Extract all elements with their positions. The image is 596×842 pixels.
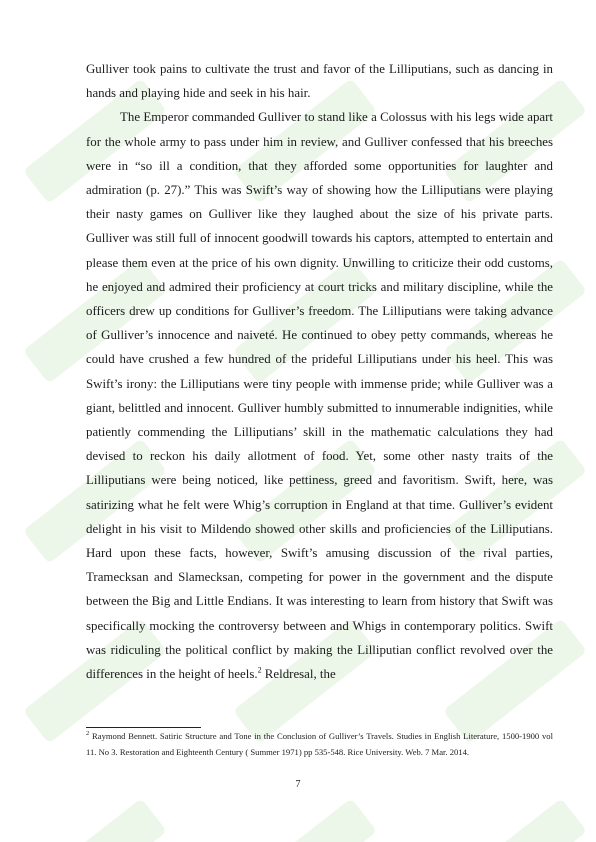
footnote-separator bbox=[86, 727, 201, 728]
watermark-mark bbox=[233, 798, 377, 842]
document-body bbox=[86, 57, 553, 686]
watermark-mark bbox=[443, 798, 587, 842]
paragraph-2 bbox=[86, 105, 553, 686]
paragraph-2-tail: Reldresal, the bbox=[261, 667, 336, 682]
page-number: 7 bbox=[295, 779, 301, 790]
footnote bbox=[86, 729, 553, 760]
footnote-text: Raymond Bennett. Satiric Structure and Tone in the Conclusion of Gulliver’s Travels. Studies in English Literature, 1500-1900 vol 11. No 3. Restoration and Eighteenth Century ( Summer 1971) pp 535-548. Rice University. Web. 7 Mar. 2014. bbox=[86, 731, 553, 757]
watermark-mark bbox=[23, 798, 167, 842]
footnote-number: 2 bbox=[86, 730, 90, 738]
paragraph-2-text: The Emperor commanded Gulliver to stand like a Colossus with his legs wide apart for the whole army to pass under him in review, and Gulliver confessed that his breeches were in “so ill a condition, that they afforded some opportunities for laughter and admiration (p. 27).” This was Swift’s way of showing how the Lilliputians were playing their nasty games on Gulliver like they laughed about the size of his private parts. Gulliver was still full of innocent goodwill towards his captors, attempted to entertain and please them even at the price of his own dignity. Unwilling to criticize their odd customs, he enjoyed and admired their proficiency at court tricks and military discipline, while the officers drew up conditions for Gulliver’s freedom. The Lilliputians were taking advance of Gulliver’s innocence and naiveté. He continued to obey petty commands, whereas he could have crushed a few hundred of the prideful Lilliputians under his heel. This was Swift’s irony: the Lilliputians were tiny people with immense pride; while Gulliver was a giant, belittled and innocent. Gulliver humbly submitted to innumerable indignities, while patiently commending the Lilliputians’ skill in the mathematic calculations they had devised to reckon his daily allotment of food. Yet, some other nasty traits of the Lilliputians were being noticed, like pettiness, greed and favoritism. Swift, here, was satirizing what he felt were Whig’s corruption in England at that time. Gulliver’s evident delight in his visit to Mildendo showed other skills and proficiencies of the Lilliputians. Hard upon these facts, however, Swift’s amusing discussion of the rival parties, Tramecksan and Slamecksan, competing for power in the government and the dispute between the Big and Little Endians. It was interesting to learn from history that Swift was specifically mocking the controversy between and Whigs in contemporary politics. Swift was ridiculing the political conflict by making the Lilliputian conflict revolved over the differences in the height of heels. bbox=[86, 110, 553, 682]
paragraph-1 bbox=[86, 57, 553, 105]
footnote-reference[interactable]: 2 bbox=[257, 665, 262, 675]
paragraph-1-text: Gulliver took pains to cultivate the trust and favor of the Lilliputians, such as dancing in hands and playing hide and seek in his hair. bbox=[86, 62, 553, 101]
